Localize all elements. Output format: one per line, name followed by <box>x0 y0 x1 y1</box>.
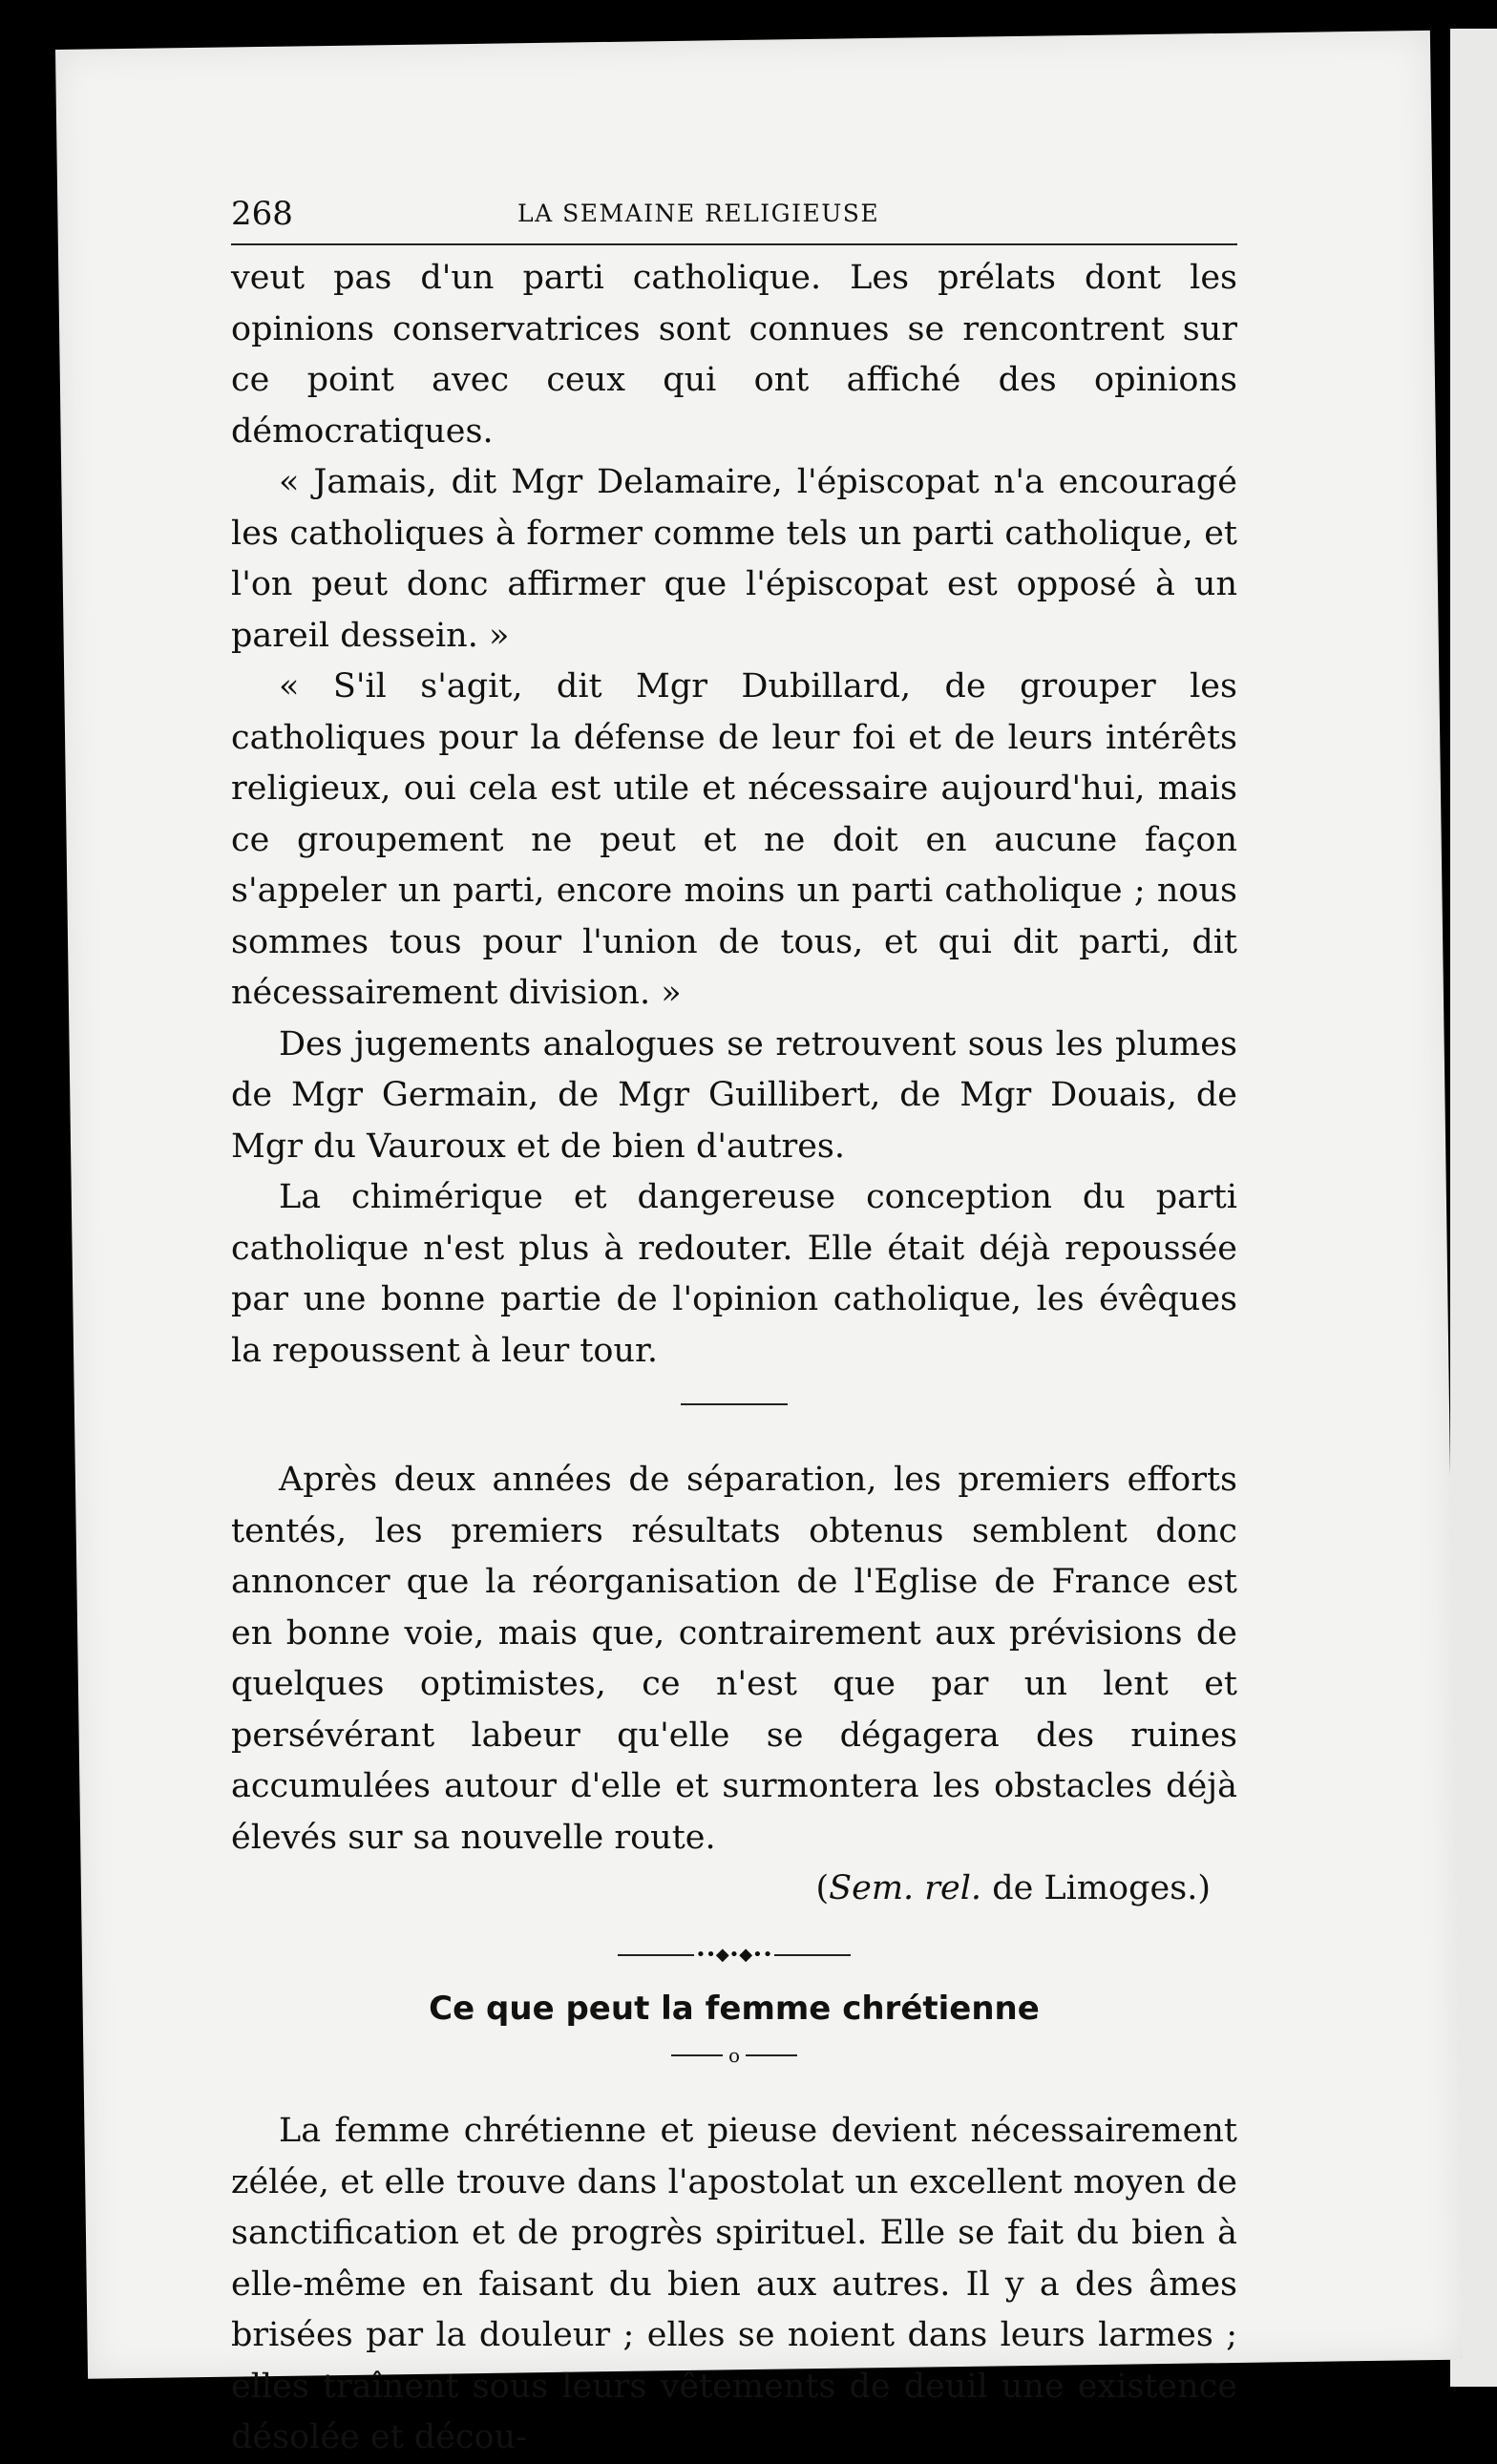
ornament-divider <box>231 1946 1237 1966</box>
paragraph-conclusion: La chimérique et dangereuse conception du parti catholique n'est plus à redouter. Elle était déjà repoussée par une bonne partie de l'opinion catholique, les évêques la repoussent à leur tour. <box>231 1178 1237 1370</box>
section-title: Ce que peut la femme chrétienne <box>429 1990 1040 2028</box>
section-divider-rule <box>681 1403 788 1405</box>
page-number: 268 <box>231 195 293 233</box>
ornament-line-right <box>774 1954 851 1956</box>
ornament-glyph: ••◆•◆•• <box>695 1945 773 1965</box>
running-title: LA SEMAINE RELIGIEUSE <box>517 200 880 227</box>
ornament-line-left <box>618 1954 694 1956</box>
small-rule-line-right <box>746 2054 797 2056</box>
paragraph-dubillard-quote: « S'il s'agit, dit Mgr Dubillard, de grouper les catholiques pour la défense de leur foi et de leurs intérêts religieux, oui cela est utile et nécessaire aujourd'hui, mais ce groupement ne peut et ne doit en aucune façon s'appeler un parti, encore moins un parti catholique ; nous sommes tous pour l'union de tous, et qui dit parti, dit nécessairement division. » <box>231 667 1237 1012</box>
source-citation <box>231 1864 1237 1915</box>
paragraph-separation-summary: Après deux années de séparation, les premiers efforts tentés, les premiers résultats obtenus semblent donc annoncer que la réorganisation de l'Eglise de France est en bonne voie, mais que, contrairement aux prévisions de quelques optimistes, ce n'est que par un lent et persévérant labeur qu'elle se dégagera des ruines accumulées autour d'elle et surmontera les obstacles déjà élevés sur sa nouvelle route. <box>231 1461 1237 1857</box>
paragraph-continued: veut pas d'un parti catholique. Les prélats dont les opinions conservatrices sont connues se rencontrent sur ce point avec ceux qui ont affiché des opinions démocratiques. <box>231 259 1237 451</box>
source-italic: Sem. rel. <box>829 1869 982 1907</box>
source-rest: de Limoges.) <box>981 1869 1211 1907</box>
paragraph-other-bishops: Des jugements analogues se retrouvent sous les plumes de Mgr Germain, de Mgr Guillibert, de Mgr Douais, de Mgr du Vauroux et de bien d'autres. <box>231 1024 1237 1166</box>
paragraph-femme-chretienne: La femme chrétienne et pieuse devient nécessairement zélée, et elle trouve dans l'apostolat un excellent moyen de sanctification et de progrès spirituel. Elle se fait du bien à elle-même en faisant du bien aux autres. Il y a des âmes brisées par la douleur ; elles se noient dans leurs larmes ; elles traînent sous leurs vêtements de deuil une existence désolée et décou- <box>231 2112 1237 2456</box>
source-open: ( <box>815 1869 830 1907</box>
page-content <box>231 186 1237 2464</box>
title-underline-rule <box>231 2041 1237 2070</box>
small-rule-line-left <box>671 2054 723 2056</box>
running-header <box>231 186 1237 245</box>
paragraph-delamaire-quote: « Jamais, dit Mgr Delamaire, l'épiscopat n'a encouragé les catholiques à former comme tels un parti catholique, et l'on peut donc affirmer que l'épiscopat est opposé à un pareil dessein. » <box>231 463 1237 655</box>
small-rule-glyph: o <box>727 2044 741 2067</box>
